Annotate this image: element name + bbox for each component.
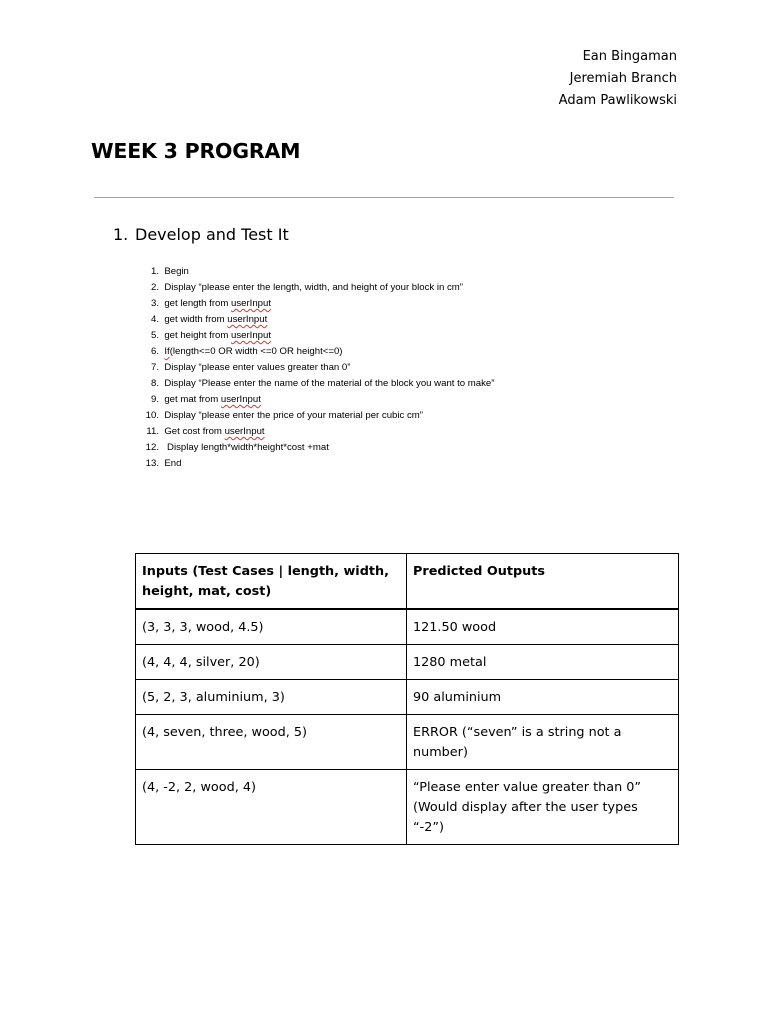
spellcheck-flagged-word: userInput (231, 298, 272, 309)
step-item (139, 424, 494, 440)
section-number: 1. (113, 225, 129, 244)
step-number: 1. (150, 266, 159, 277)
output-cell: “Please enter value greater than 0” (Would display after the user types “-2”) (407, 770, 679, 845)
step-number: 10. (145, 410, 159, 421)
step-number: 3. (150, 298, 159, 309)
document-title: WEEK 3 PROGRAM (91, 139, 301, 163)
input-cell: (4, 4, 4, silver, 20) (136, 645, 407, 680)
input-cell: (4, seven, three, wood, 5) (136, 715, 407, 770)
step-number: 8. (150, 378, 159, 389)
header-inputs: Inputs (Test Cases | length, width, height, mat, cost) (136, 554, 407, 610)
section-heading (113, 225, 289, 244)
spellcheck-flagged-word: If (164, 346, 170, 357)
output-cell: 90 aluminium (407, 680, 679, 715)
step-number: 2. (150, 282, 159, 293)
step-text: Display “please enter the length, width, and height of your block in cm” (164, 282, 463, 293)
step-item (139, 456, 494, 472)
step-text: (length<=0 OR width <=0 OR height<=0) (169, 346, 343, 357)
input-cell: (4, -2, 2, wood, 4) (136, 770, 407, 845)
table-row (136, 770, 679, 845)
step-text: get length from (164, 298, 232, 309)
step-number: 13. (145, 458, 159, 469)
input-cell: (3, 3, 3, wood, 4.5) (136, 609, 407, 645)
output-cell: 1280 metal (407, 645, 679, 680)
step-item (139, 440, 494, 456)
step-item (139, 328, 494, 344)
step-item (139, 312, 494, 328)
step-text: Display “please enter the price of your material per cubic cm” (164, 410, 423, 421)
step-item (139, 264, 494, 280)
step-text: End (164, 458, 182, 469)
step-text: Begin (164, 266, 189, 277)
author-list (559, 46, 677, 112)
step-text: Display “Please enter the name of the material of the block you want to make” (164, 378, 495, 389)
table-row (136, 715, 679, 770)
spellcheck-flagged-word: userInput (231, 330, 272, 341)
step-number: 6. (150, 346, 159, 357)
step-item (139, 408, 494, 424)
table-row (136, 609, 679, 645)
step-number: 4. (150, 314, 159, 325)
author-name: Ean Bingaman (582, 49, 677, 64)
step-text: Display “please enter values greater than 0” (164, 362, 351, 373)
step-number: 11. (146, 426, 159, 437)
spellcheck-flagged-word: userInput (227, 314, 268, 325)
step-text: get mat from (164, 394, 221, 405)
step-item (139, 280, 494, 296)
author-name: Jeremiah Branch (569, 71, 677, 86)
step-number: 9. (150, 394, 159, 405)
test-cases-table (135, 553, 679, 845)
step-number: 7. (150, 362, 159, 373)
table-header-row (136, 554, 679, 610)
horizontal-divider (94, 197, 674, 198)
table-row (136, 645, 679, 680)
output-cell: ERROR (“seven” is a string not a number) (407, 715, 679, 770)
step-text: Get cost from (164, 426, 225, 437)
step-item (139, 360, 494, 376)
output-cell: 121.50 wood (407, 609, 679, 645)
section-label: Develop and Test It (135, 225, 289, 244)
spellcheck-flagged-word: userInput (220, 394, 261, 405)
step-text: Display length*width*height*cost +mat (164, 442, 329, 453)
header-predicted-outputs: Predicted Outputs (407, 554, 679, 610)
author-name: Adam Pawlikowski (558, 93, 677, 108)
step-item (139, 344, 494, 360)
table-row (136, 680, 679, 715)
step-number: 5. (150, 330, 159, 341)
step-item (139, 296, 494, 312)
pseudocode-steps (139, 264, 494, 472)
step-item (139, 376, 494, 392)
spellcheck-flagged-word: userInput (224, 426, 265, 437)
step-number: 12. (145, 442, 159, 453)
step-text: get height from (164, 330, 232, 341)
step-text: get width from (164, 314, 228, 325)
input-cell: (5, 2, 3, aluminium, 3) (136, 680, 407, 715)
step-item (139, 392, 494, 408)
